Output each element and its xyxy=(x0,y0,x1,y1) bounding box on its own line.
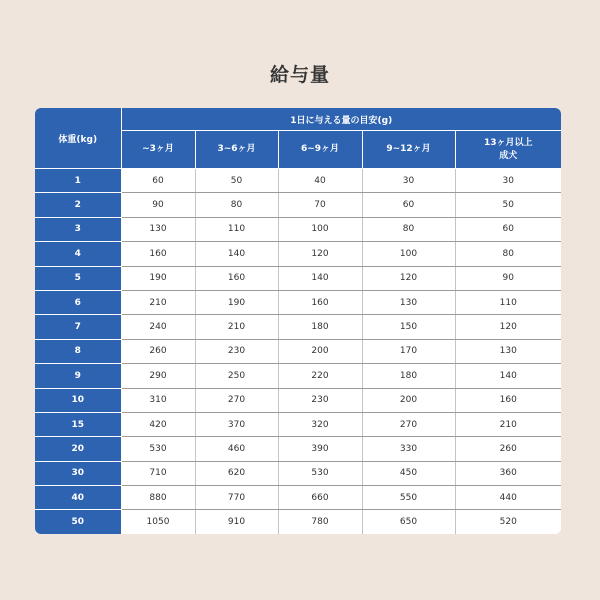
page-title: 給与量 xyxy=(269,64,330,86)
amount-cell: 270 xyxy=(362,412,455,436)
amount-cell: 290 xyxy=(121,364,195,388)
amount-cell: 770 xyxy=(195,486,278,510)
amount-cell: 200 xyxy=(362,388,455,412)
age-column-label: 9~12ヶ月 xyxy=(386,144,431,154)
amount-cell: 180 xyxy=(278,315,362,339)
amount-cell: 210 xyxy=(455,412,561,436)
amount-cell: 160 xyxy=(278,290,362,314)
amount-cell: 110 xyxy=(455,290,561,314)
amount-cell: 150 xyxy=(362,315,455,339)
table-row xyxy=(35,290,561,314)
amount-cell: 710 xyxy=(121,461,195,485)
amount-cell: 250 xyxy=(195,364,278,388)
amount-cell: 100 xyxy=(362,242,455,266)
amount-cell: 90 xyxy=(455,266,561,290)
amount-cell: 180 xyxy=(362,364,455,388)
weight-cell: 2 xyxy=(35,193,121,217)
amount-cell: 390 xyxy=(278,437,362,461)
amount-cell: 370 xyxy=(195,412,278,436)
daily-amount-group-header: 1日に与える量の目安(g) xyxy=(121,108,561,131)
weight-column-header: 体重(kg) xyxy=(35,108,121,169)
table-row xyxy=(35,510,561,534)
amount-cell: 160 xyxy=(455,388,561,412)
amount-cell: 660 xyxy=(278,486,362,510)
weight-cell: 20 xyxy=(35,437,121,461)
table-row xyxy=(35,193,561,217)
amount-cell: 320 xyxy=(278,412,362,436)
weight-cell: 50 xyxy=(35,510,121,534)
age-column-header xyxy=(121,131,195,169)
amount-cell: 310 xyxy=(121,388,195,412)
age-column-label: 13ヶ月以上 xyxy=(483,137,533,148)
amount-cell: 170 xyxy=(362,339,455,363)
amount-cell: 80 xyxy=(362,217,455,241)
amount-cell: 30 xyxy=(362,169,455,193)
amount-cell: 140 xyxy=(455,364,561,388)
amount-cell: 140 xyxy=(195,242,278,266)
weight-cell: 10 xyxy=(35,388,121,412)
amount-cell: 530 xyxy=(278,461,362,485)
amount-cell: 140 xyxy=(278,266,362,290)
amount-cell: 420 xyxy=(121,412,195,436)
amount-cell: 910 xyxy=(195,510,278,534)
table-row xyxy=(35,266,561,290)
amount-cell: 210 xyxy=(195,315,278,339)
table-row xyxy=(35,412,561,436)
table-body xyxy=(35,169,561,534)
table-row xyxy=(35,388,561,412)
amount-cell: 360 xyxy=(455,461,561,485)
amount-cell: 80 xyxy=(195,193,278,217)
age-column-header xyxy=(455,131,561,169)
table-row xyxy=(35,217,561,241)
age-column-header xyxy=(195,131,278,169)
age-column-header xyxy=(362,131,455,169)
amount-cell: 200 xyxy=(278,339,362,363)
amount-cell: 110 xyxy=(195,217,278,241)
table-row xyxy=(35,461,561,485)
amount-cell: 40 xyxy=(278,169,362,193)
amount-cell: 220 xyxy=(278,364,362,388)
amount-cell: 210 xyxy=(121,290,195,314)
amount-cell: 120 xyxy=(278,242,362,266)
amount-cell: 440 xyxy=(455,486,561,510)
amount-cell: 230 xyxy=(278,388,362,412)
amount-cell: 780 xyxy=(278,510,362,534)
amount-cell: 120 xyxy=(362,266,455,290)
weight-cell: 8 xyxy=(35,339,121,363)
amount-cell: 100 xyxy=(278,217,362,241)
weight-cell: 1 xyxy=(35,169,121,193)
age-column-label: 6~9ヶ月 xyxy=(300,144,340,154)
amount-cell: 190 xyxy=(195,290,278,314)
amount-cell: 30 xyxy=(455,169,561,193)
table-row xyxy=(35,315,561,339)
table-row xyxy=(35,364,561,388)
amount-cell: 240 xyxy=(121,315,195,339)
amount-cell: 130 xyxy=(362,290,455,314)
amount-cell: 50 xyxy=(455,193,561,217)
amount-cell: 60 xyxy=(455,217,561,241)
table-row xyxy=(35,169,561,193)
amount-cell: 260 xyxy=(455,437,561,461)
amount-cell: 130 xyxy=(455,339,561,363)
weight-cell: 6 xyxy=(35,290,121,314)
weight-cell: 9 xyxy=(35,364,121,388)
amount-cell: 160 xyxy=(121,242,195,266)
amount-cell: 80 xyxy=(455,242,561,266)
age-column-header xyxy=(278,131,362,169)
amount-cell: 650 xyxy=(362,510,455,534)
amount-cell: 530 xyxy=(121,437,195,461)
amount-cell: 120 xyxy=(455,315,561,339)
age-column-sublabel: 成犬 xyxy=(499,150,518,161)
amount-cell: 70 xyxy=(278,193,362,217)
amount-cell: 60 xyxy=(121,169,195,193)
amount-cell: 1050 xyxy=(121,510,195,534)
table-row xyxy=(35,242,561,266)
weight-cell: 40 xyxy=(35,486,121,510)
amount-cell: 60 xyxy=(362,193,455,217)
weight-cell: 5 xyxy=(35,266,121,290)
weight-cell: 15 xyxy=(35,412,121,436)
table-row xyxy=(35,486,561,510)
amount-cell: 90 xyxy=(121,193,195,217)
feeding-table xyxy=(35,108,561,534)
weight-cell: 3 xyxy=(35,217,121,241)
amount-cell: 880 xyxy=(121,486,195,510)
amount-cell: 230 xyxy=(195,339,278,363)
amount-cell: 50 xyxy=(195,169,278,193)
amount-cell: 620 xyxy=(195,461,278,485)
age-column-label: ~3ヶ月 xyxy=(142,144,174,154)
amount-cell: 130 xyxy=(121,217,195,241)
amount-cell: 550 xyxy=(362,486,455,510)
weight-cell: 7 xyxy=(35,315,121,339)
amount-cell: 270 xyxy=(195,388,278,412)
amount-cell: 260 xyxy=(121,339,195,363)
amount-cell: 520 xyxy=(499,517,517,528)
amount-cell: 190 xyxy=(121,266,195,290)
table-row xyxy=(35,437,561,461)
amount-cell: 450 xyxy=(362,461,455,485)
amount-cell: 330 xyxy=(362,437,455,461)
age-column-label: 3~6ヶ月 xyxy=(217,144,256,154)
weight-cell: 30 xyxy=(35,461,121,485)
table-row xyxy=(35,339,561,363)
amount-cell: 460 xyxy=(195,437,278,461)
amount-cell: 160 xyxy=(195,266,278,290)
weight-cell: 4 xyxy=(35,242,121,266)
